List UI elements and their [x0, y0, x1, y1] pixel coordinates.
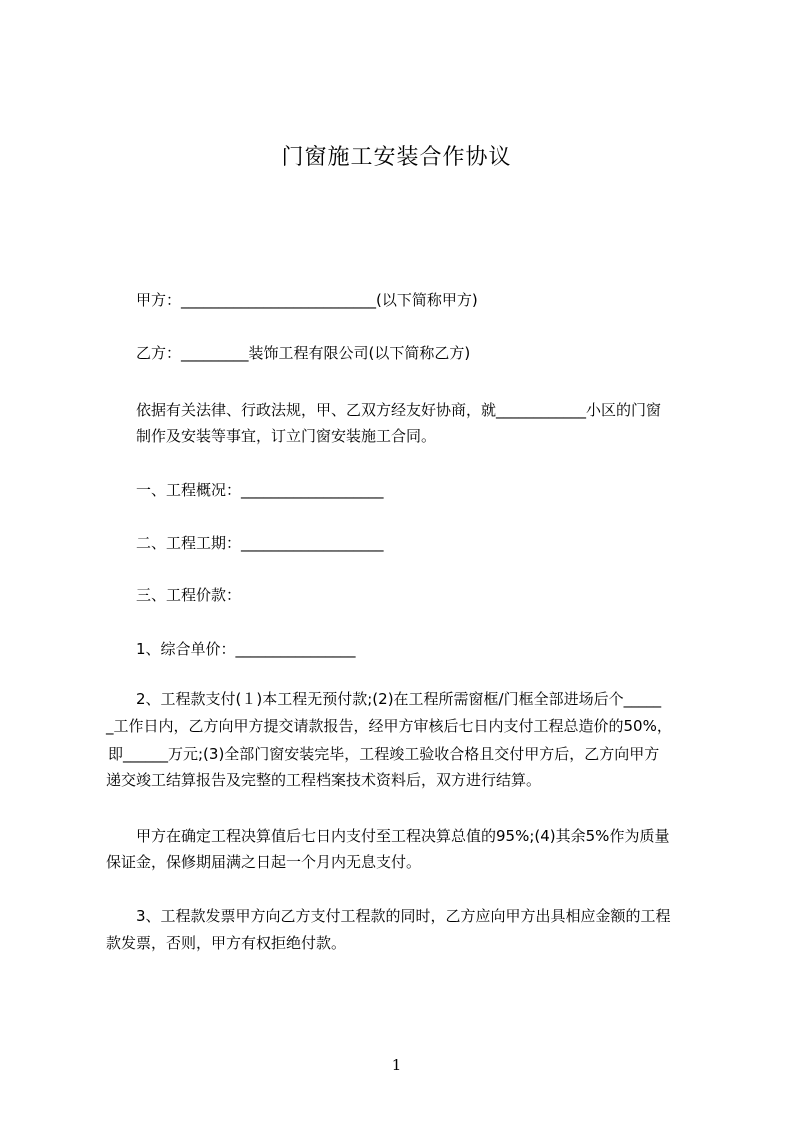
item-3-line-1: 3、工程款发票甲方向乙方支付工程款的同时，乙方应向甲方出具相应金额的工程 [136, 907, 671, 925]
page-number: 1 [391, 1056, 402, 1074]
item-3-line-2: 款发票，否则，甲方有权拒绝付款。 [106, 934, 347, 952]
item-1-unit-price: 1、综合单价：________________ [136, 640, 356, 658]
intro-line-2: 制作及安装等事宜，订立门窗安装施工合同。 [136, 427, 437, 445]
intro-line-1: 依据有关法律、行政法规，甲、乙双方经友好协商，就____________小区的门窗 [136, 401, 662, 419]
document-title: 门窗施工安装合作协议 [281, 145, 512, 170]
party-b-line: 乙方：_________装饰工程有限公司(以下简称乙方) [136, 344, 471, 362]
item-2-line-1: 2、工程款支付(１)本工程无预付款;(2)在工程所需窗框/门框全部进场后个_____ [136, 690, 662, 708]
item-2-line-2: _工作日内，乙方向甲方提交请款报告，经甲方审核后七日内支付工程总造价的50%， [106, 717, 672, 735]
item-2-line-3: 即______万元;(3)全部门窗安装完毕，工程竣工验收合格且交付甲方后，乙方向甲方 [108, 745, 660, 763]
item-2b-line-1: 甲方在确定工程决算值后七日内支付至工程决算总值的95%;(4)其余5%作为质量 [136, 827, 670, 845]
item-2-line-4: 递交竣工结算报告及完整的工程档案技术资料后，双方进行结算。 [106, 771, 542, 789]
party-a-line: 甲方：__________________________(以下简称甲方) [136, 291, 478, 309]
section-2-duration: 二、工程工期：___________________ [136, 534, 384, 552]
section-1-overview: 一、工程概况：___________________ [136, 481, 384, 499]
item-2b-line-2: 保证金，保修期届满之日起一个月内无息支付。 [106, 853, 422, 871]
section-3-price: 三、工程价款： [136, 586, 242, 604]
